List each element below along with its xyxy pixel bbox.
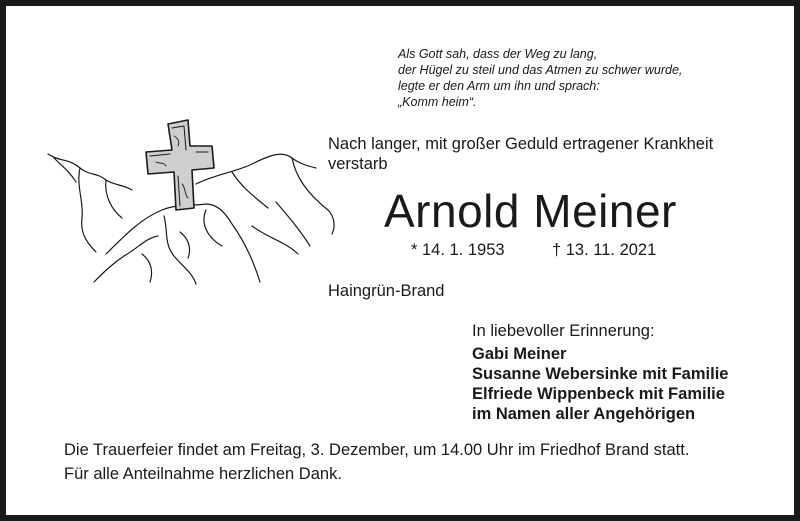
mourner-name: im Namen aller Angehörigen — [472, 405, 696, 423]
poem-line: der Hügel zu steil und das Atmen zu schwer wurde, — [398, 63, 683, 77]
mourners-list — [472, 344, 728, 424]
funeral-notice: Die Trauerfeier findet am Freitag, 3. Dezember, um 14.00 Uhr im Friedhof Brand statt. — [64, 441, 690, 459]
poem-line: „Komm heim“. — [398, 95, 477, 109]
mourner-name: Susanne Webersinke mit Familie — [472, 365, 729, 383]
intro-line: Nach langer, mit großer Geduld ertragener Krankheit — [328, 135, 714, 153]
poem-line: legte er den Arm um ihn und sprach: — [398, 79, 600, 93]
mourner-name: Gabi Meiner — [472, 345, 567, 363]
deceased-name: Arnold Meiner — [384, 185, 677, 237]
thanks-note: Für alle Anteilnahme herzlichen Dank. — [64, 465, 342, 483]
cross-on-mountain-drawing — [46, 106, 346, 286]
poem-line: Als Gott sah, dass der Weg zu lang, — [398, 47, 598, 61]
place-of-residence: Haingrün-Brand — [328, 282, 445, 300]
poem — [398, 46, 682, 110]
birth-date: * 14. 1. 1953 — [411, 241, 505, 259]
intro-line: verstarb — [328, 155, 388, 173]
memory-label: In liebevoller Erinnerung: — [472, 322, 655, 340]
mourner-name: Elfriede Wippenbeck mit Familie — [472, 385, 725, 403]
death-date: † 13. 11. 2021 — [552, 241, 657, 259]
intro-text — [328, 134, 713, 174]
